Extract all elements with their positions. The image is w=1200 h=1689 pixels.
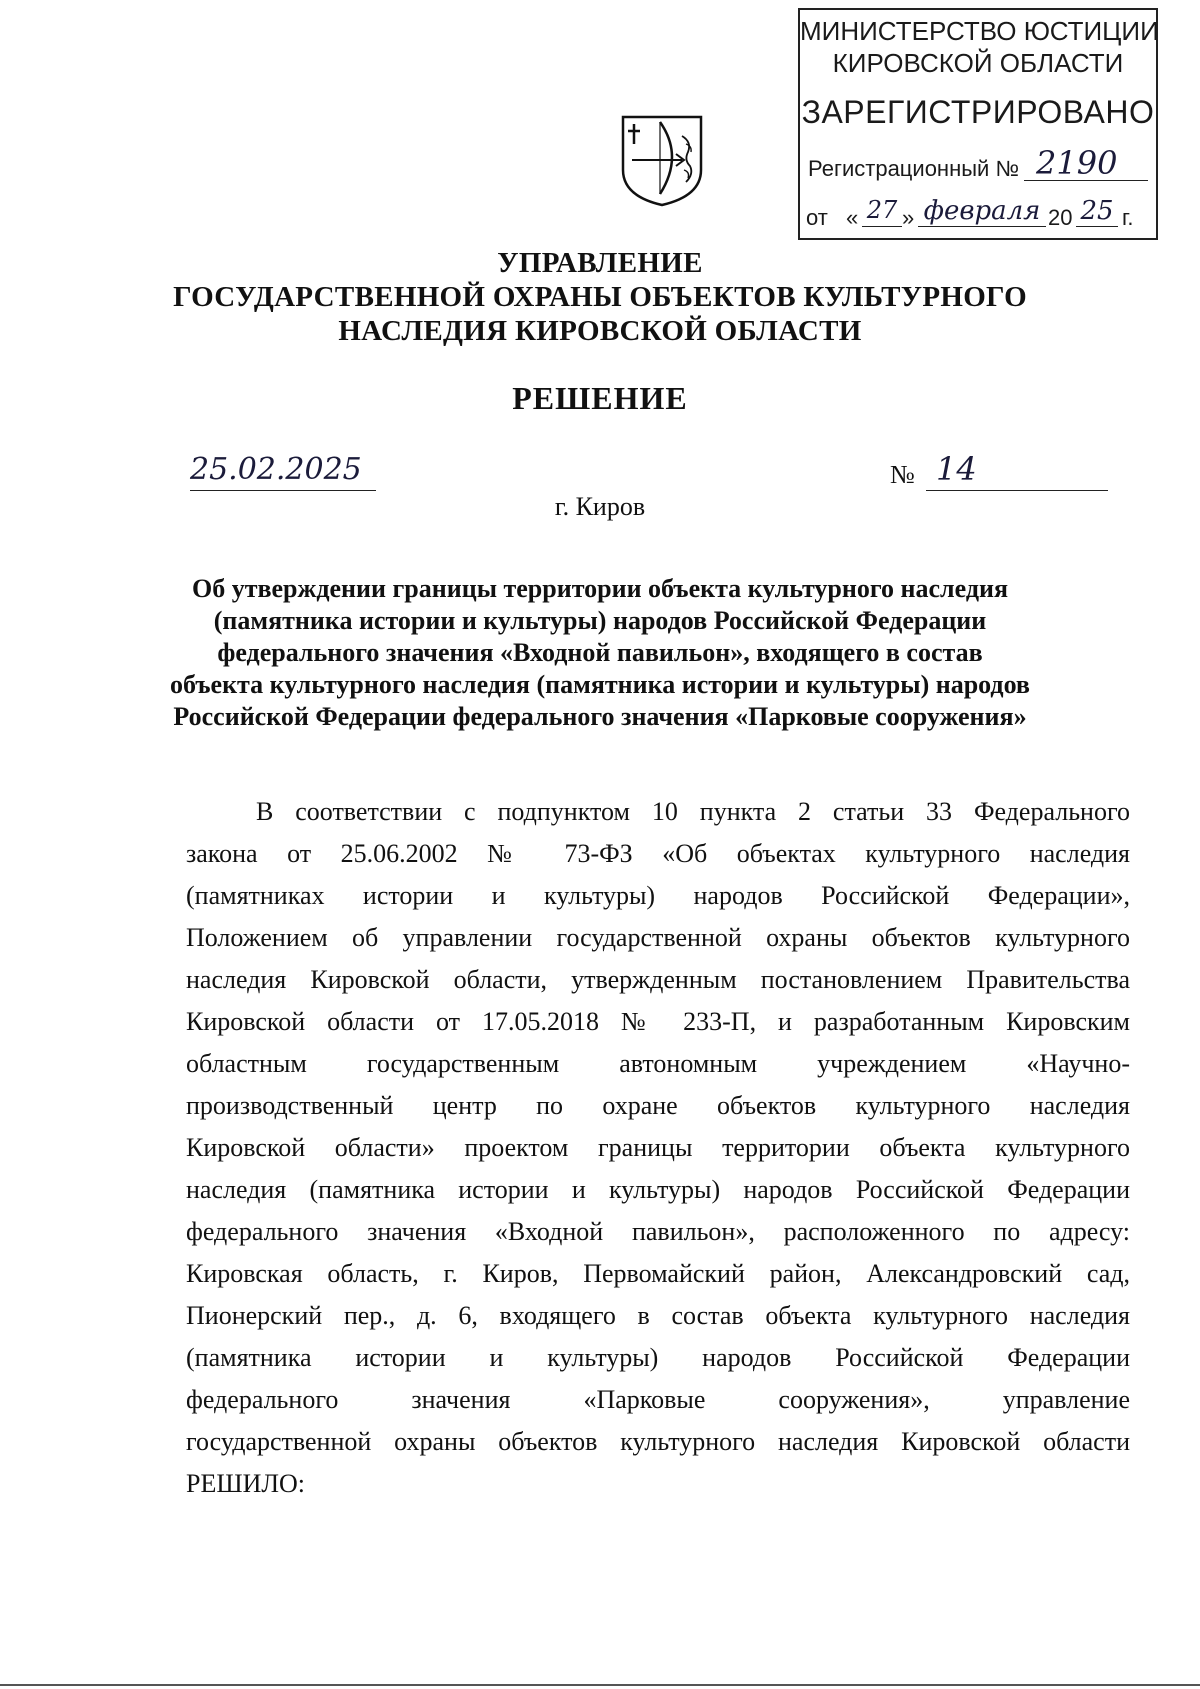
stamp-year: 25	[1076, 196, 1118, 227]
body-line: областным государственным автономным учреждением «Научно-	[186, 1049, 1130, 1078]
stamp-month: февраля	[918, 196, 1046, 227]
subject-line: федерального значения «Входной павильон», входящего в состав	[217, 638, 983, 667]
stamp-date-prefix: от	[806, 205, 828, 230]
stamp-registration-row	[808, 144, 1152, 184]
body-line: федерального значения «Входной павильон», расположенного по адресу:	[186, 1217, 1130, 1246]
body-line: наследия Кировской области, утвержденным постановлением Правительства	[186, 965, 1130, 994]
stamp-reg-number: 2190	[1036, 144, 1118, 182]
stamp-quote-close: »	[902, 205, 915, 230]
org-title-line-3: НАСЛЕДИЯ КИРОВСКОЙ ОБЛАСТИ	[338, 315, 862, 347]
body-line: В соответствии с подпунктом 10 пункта 2 статьи 33 Федерального	[256, 797, 1130, 826]
stamp-region: КИРОВСКОЙ ОБЛАСТИ	[832, 48, 1124, 78]
subject-line: (памятника истории и культуры) народов Российской Федерации	[213, 606, 987, 635]
document-number-field	[926, 452, 1108, 491]
page-bottom-rule	[0, 1684, 1200, 1686]
stamp-ministry: МИНИСТЕРСТВО ЮСТИЦИИ	[800, 16, 1159, 46]
body-line: Кировской области от 17.05.2018 № 233-П, и разработанным Кировским	[186, 1007, 1130, 1036]
body-line: производственный центр по охране объектов культурного наследия	[186, 1091, 1130, 1120]
org-title-line-1: УПРАВЛЕНИЕ	[497, 247, 703, 279]
stamp-status: ЗАРЕГИСТРИРОВАНО	[801, 94, 1155, 130]
kirov-coat-of-arms-icon	[620, 114, 704, 208]
body-line: Кировская область, г. Киров, Первомайский район, Александровский сад,	[186, 1259, 1130, 1288]
document-number-label: №	[890, 460, 915, 489]
body-line-resolution: РЕШИЛО:	[186, 1469, 305, 1498]
registration-stamp	[798, 8, 1158, 240]
document-type: РЕШЕНИЕ	[512, 380, 688, 416]
body-line: Кировской области» проектом границы территории объекта культурного	[186, 1133, 1130, 1162]
body-line: государственной охраны объектов культурного наследия Кировской области	[186, 1427, 1130, 1456]
stamp-date-row	[804, 196, 1156, 232]
subject-line: объекта культурного наследия (памятника истории и культуры) народов	[170, 670, 1030, 699]
body-line: (памятника истории и культуры) народов Российской Федерации	[186, 1343, 1130, 1372]
document-city: г. Киров	[554, 492, 646, 521]
stamp-reg-label: Регистрационный №	[808, 156, 1020, 181]
stamp-year-suffix: г.	[1122, 205, 1134, 230]
stamp-reg-number-field	[1024, 144, 1148, 182]
body-line: Положением об управлении государственной охраны объектов культурного	[186, 923, 1130, 952]
stamp-quote-open: «	[846, 205, 859, 230]
body-line: наследия (памятника истории и культуры) народов Российской Федерации	[186, 1175, 1130, 1204]
body-line: Пионерский пер., д. 6, входящего в состав объекта культурного наследия	[186, 1301, 1130, 1330]
document-number: 14	[936, 450, 977, 488]
document-date-field	[190, 452, 376, 491]
subject-line: Российской Федерации федерального значения «Парковые сооружения»	[173, 702, 1027, 731]
org-title-line-2: ГОСУДАРСТВЕННОЙ ОХРАНЫ ОБЪЕКТОВ КУЛЬТУРНОГО	[173, 281, 1027, 313]
body-line: закона от 25.06.2002 № 73-ФЗ «Об объектах культурного наследия	[186, 839, 1130, 868]
document-date: 25.02.2025	[190, 452, 362, 487]
body-line: (памятниках истории и культуры) народов Российской Федерации»,	[186, 881, 1130, 910]
subject-line: Об утверждении границы территории объекта культурного наследия	[191, 574, 1009, 603]
body-line: федерального значения «Парковые сооружения», управление	[186, 1385, 1130, 1414]
stamp-century: 20	[1048, 205, 1073, 230]
stamp-day: 27	[862, 196, 902, 227]
